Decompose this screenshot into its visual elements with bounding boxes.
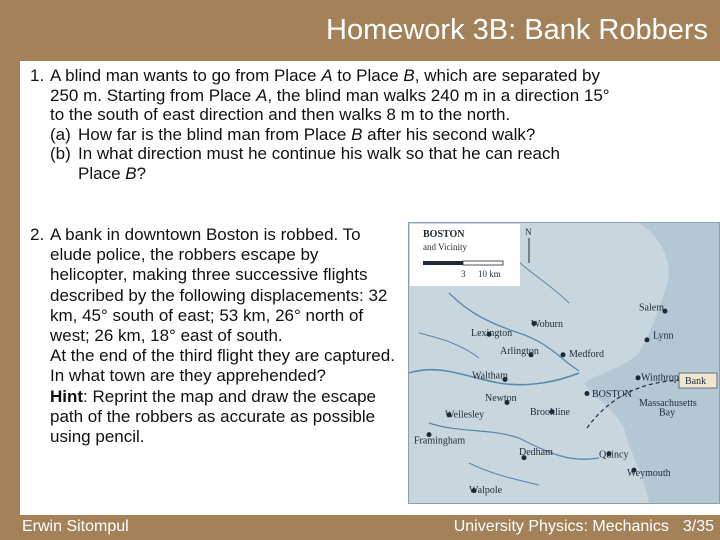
place-a-label-2: A: [255, 85, 268, 105]
footer-right: [440, 518, 714, 536]
place-a-label: A: [321, 66, 333, 85]
q1a-label: (a): [50, 124, 71, 144]
q1-line3: to the south of east direction and then walks 8 m to the north.: [50, 105, 511, 124]
town-lynn: Lynn: [653, 330, 674, 342]
town-weymouth: Weymouth: [627, 467, 671, 479]
q1-line2-post: , the blind man walks 240 m in a direction 15°: [267, 85, 610, 105]
slide-title: Homework 3B: Bank Robbers: [326, 14, 708, 46]
place-b-label-2: B: [351, 124, 363, 144]
town-boston: BOSTON: [592, 388, 632, 400]
town-dedham: Dedham: [519, 447, 553, 459]
boston-map: [408, 222, 720, 504]
q1-line1-post: , which are separated by: [414, 66, 600, 85]
hint-text: : Reprint the map and draw the escape path of the robbers as accurate as possible using pencil.: [50, 386, 376, 447]
hint-label: Hint: [50, 386, 84, 406]
town-salem: Salem: [639, 302, 664, 314]
q1a-text-post: after his second walk?: [362, 124, 536, 144]
town-walpole: Walpole: [469, 485, 503, 497]
question-2: [30, 225, 400, 447]
question-2-text: [30, 225, 400, 346]
map-title-2: and Vicinity: [423, 242, 468, 252]
town-newton: Newton: [485, 392, 517, 404]
town-bay: Bay: [659, 407, 676, 419]
town-woburn: Woburn: [531, 318, 563, 330]
q1-line1-pre: A blind man wants to go from Place: [50, 66, 322, 85]
question-1-number: 1.: [30, 66, 45, 85]
town-framingham: Framingham: [414, 435, 466, 447]
river-small-1: [419, 333, 479, 358]
town-medford: Medford: [569, 349, 604, 361]
question-1b: [30, 144, 705, 183]
footer-page: 3/35: [682, 518, 714, 535]
q2-hint: [30, 387, 400, 448]
q1-line1-mid: to Place: [332, 66, 404, 85]
q2-paragraph-2: At the end of the third flight they are captured. In what town are they apprehended?: [50, 346, 395, 386]
place-b-label-3: B: [125, 163, 137, 183]
town-waltham: Waltham: [472, 370, 508, 382]
q2-paragraph-1: A bank in downtown Boston is robbed. To elude police, the robbers escape by helicopter, making three successive flights described by the following displacements: 32 km, 45° south of east; 53 km, 26° north of west; 26 km, 18° east of south.: [50, 225, 388, 346]
question-1a: [30, 125, 705, 145]
footer-course: University Physics: Mechanics: [453, 518, 669, 535]
river-mystic: [449, 293, 579, 371]
q1b-text2-pre: Place: [78, 163, 126, 183]
scale-10km: 10 km: [478, 269, 501, 279]
scale-bar-black: [423, 261, 463, 265]
footer-author: Erwin Sitompul: [22, 518, 129, 535]
town-quincy: Quincy: [599, 449, 629, 461]
north-label: N: [525, 227, 532, 237]
map-title-1: BOSTON: [423, 229, 465, 240]
q1b-text: In what direction must he continue his walk so that he can reach: [78, 144, 560, 163]
sea-area: [584, 223, 719, 503]
town-wellesley: Wellesley: [445, 409, 485, 421]
town-bank: Bank: [685, 376, 707, 387]
scale-bar-white: [463, 261, 503, 265]
map-graphic: [409, 223, 719, 503]
question-2-number: 2.: [30, 225, 45, 244]
q1-line2-pre: 250 m. Starting from Place: [50, 85, 256, 105]
town-lexington: Lexington: [471, 327, 513, 339]
river-small-3: [469, 463, 539, 485]
question-1: [30, 66, 705, 183]
town-brookline: Brookline: [530, 406, 570, 418]
q1a-text-pre: How far is the blind man from Place: [78, 124, 352, 144]
scale-3: 3: [461, 269, 466, 279]
q1b-text2-post: ?: [136, 163, 147, 183]
town-arlington: Arlington: [500, 345, 539, 357]
town-winthrop: Winthrop: [641, 372, 679, 384]
town-massachusetts: Massachusetts: [639, 397, 697, 409]
q1b-label: (b): [50, 144, 71, 163]
place-b-label: B: [403, 66, 415, 85]
slide-content: [20, 61, 720, 515]
question-1-text: [30, 66, 705, 125]
